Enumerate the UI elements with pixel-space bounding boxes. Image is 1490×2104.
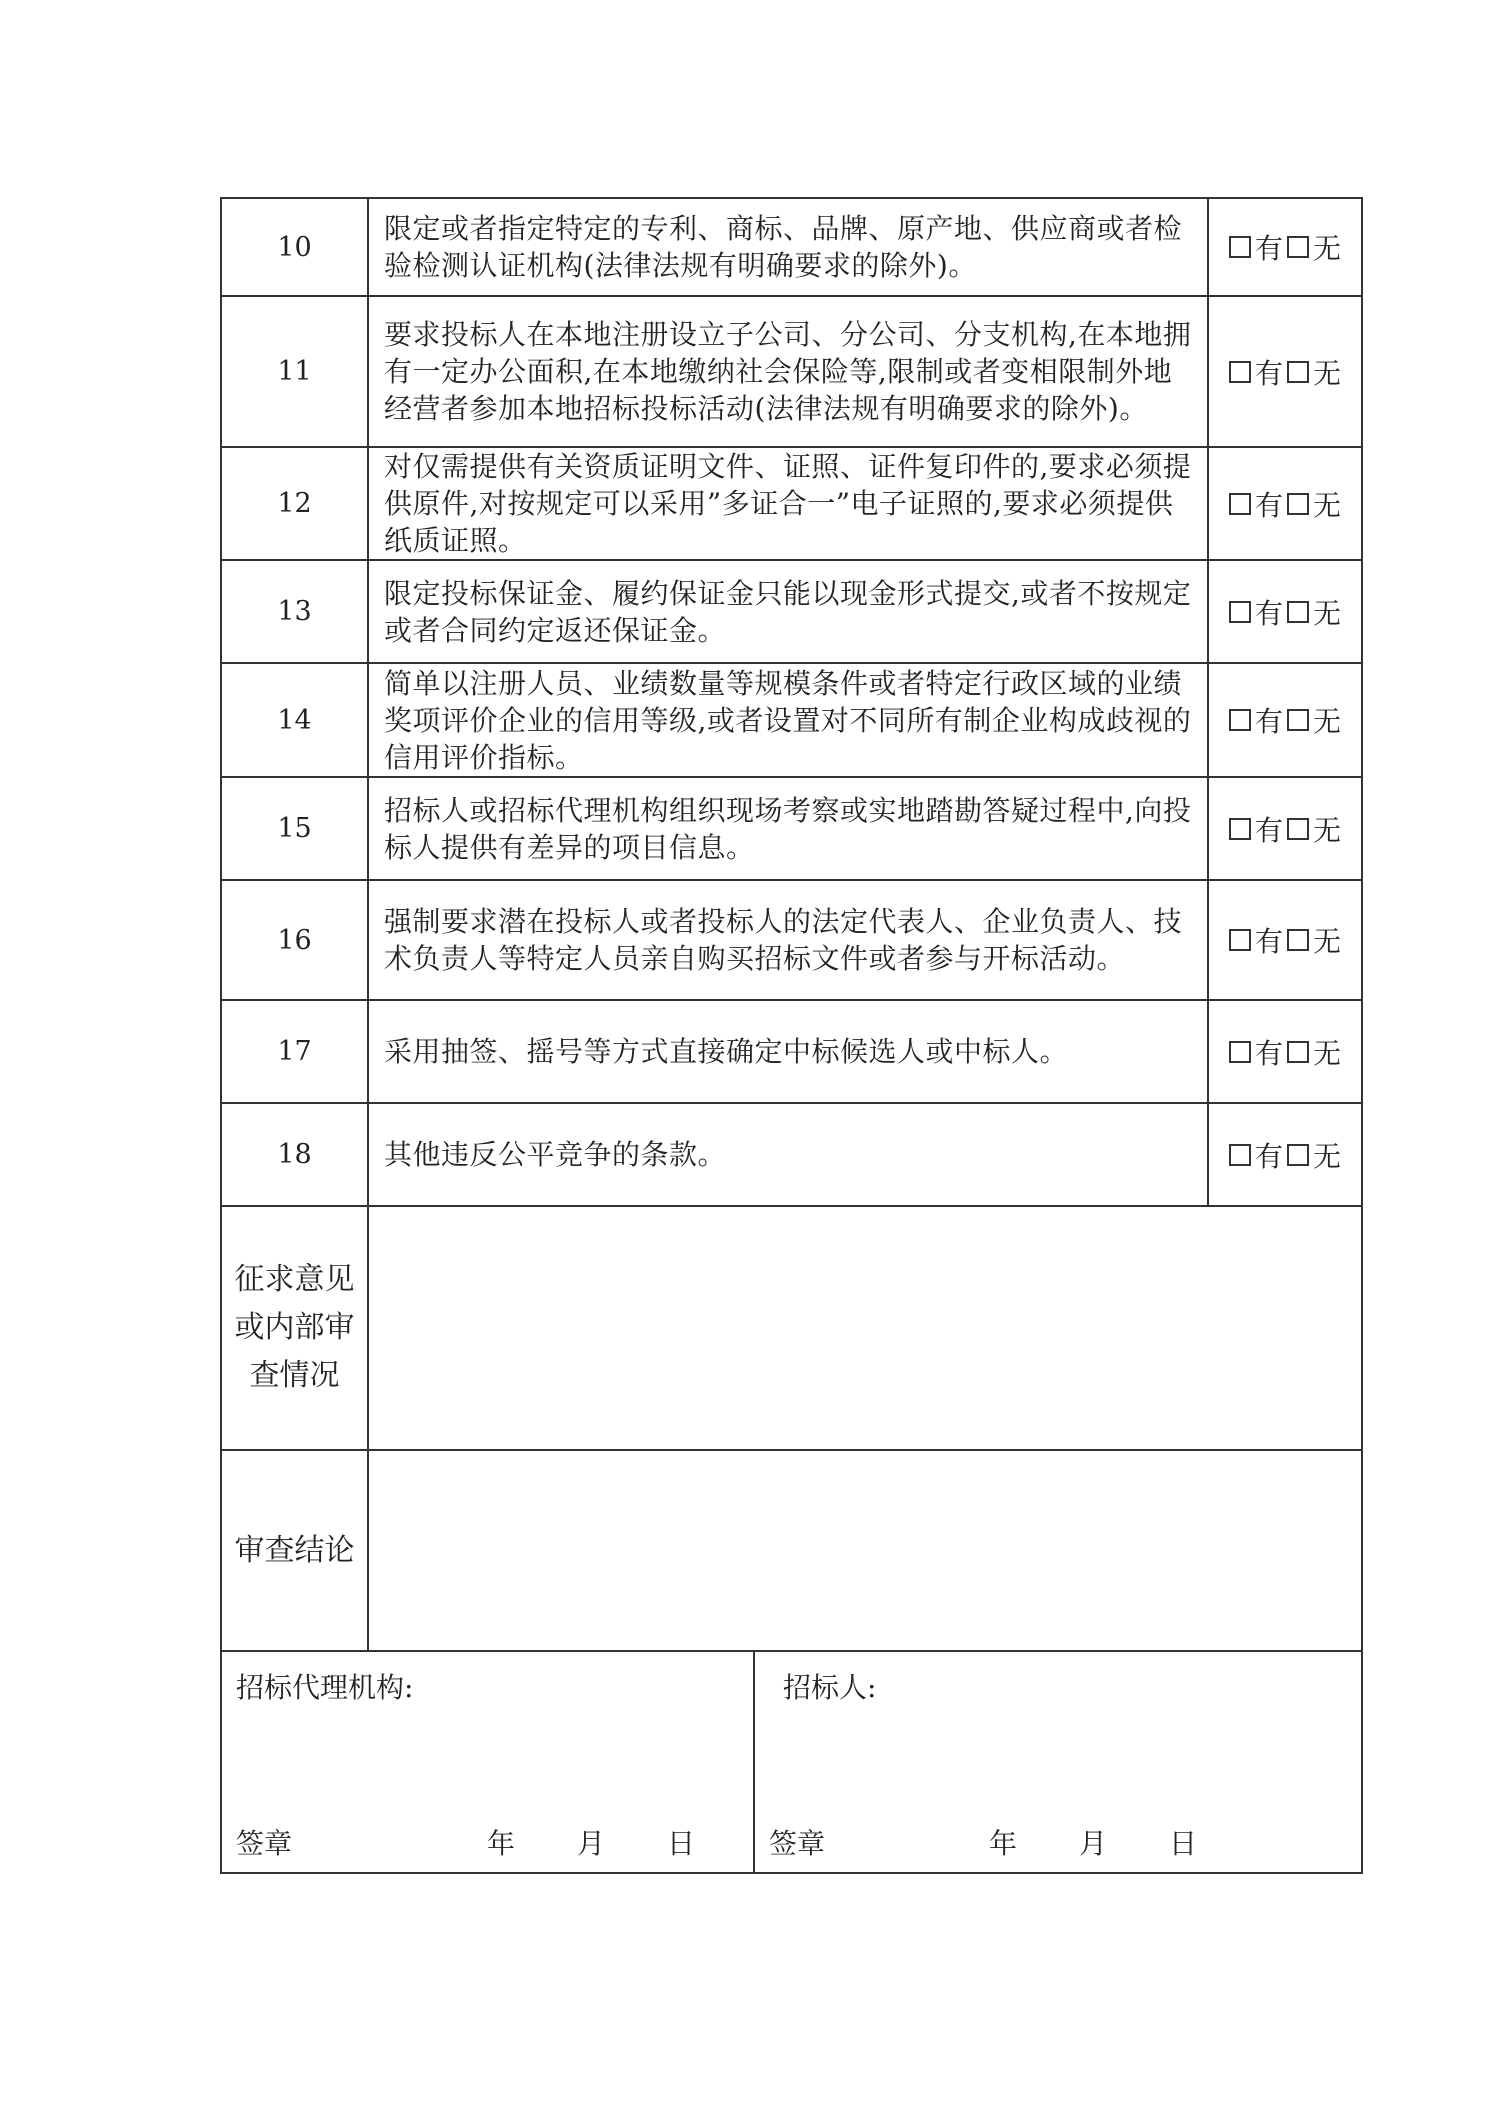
row-clause: 限定投标保证金、履约保证金只能以现金形式提交,或者不按规定或者合同约定返还保证金。: [369, 561, 1209, 662]
no-label: 无: [1313, 596, 1342, 630]
row-number: 16: [222, 881, 369, 999]
no-option[interactable]: [1287, 592, 1341, 632]
row-number: 17: [222, 1001, 369, 1102]
no-label: 无: [1313, 705, 1342, 738]
no-label: 无: [1313, 356, 1342, 390]
yes-no-checkbox-group[interactable]: [1209, 778, 1361, 879]
checkbox-icon[interactable]: [1229, 1041, 1251, 1063]
row-number: 12: [222, 448, 369, 559]
no-option[interactable]: [1287, 809, 1341, 849]
no-option[interactable]: [1287, 920, 1341, 960]
no-label: 无: [1313, 1139, 1342, 1173]
no-label: 无: [1313, 925, 1342, 958]
opinion-label: 征求意见或内部审查情况: [222, 1207, 369, 1449]
checkbox-icon[interactable]: [1287, 236, 1309, 258]
no-label: 无: [1313, 488, 1342, 522]
yes-label: 有: [1254, 232, 1283, 265]
yes-option[interactable]: [1229, 227, 1283, 267]
stamp-label: 签章: [236, 1827, 293, 1860]
checkbox-icon[interactable]: [1229, 709, 1251, 731]
checkbox-icon[interactable]: [1287, 601, 1309, 623]
yes-option[interactable]: [1229, 592, 1283, 632]
row-clause: 简单以注册人员、业绩数量等规模条件或者特定行政区域的业绩奖项评价企业的信用等级,或者设置对不同所有制企业构成歧视的信用评价指标。: [369, 664, 1209, 776]
no-option[interactable]: [1287, 484, 1341, 524]
row-number: 10: [222, 199, 369, 295]
row-clause: 其他违反公平竞争的条款。: [369, 1104, 1209, 1205]
no-option[interactable]: [1287, 1032, 1341, 1072]
checkbox-icon[interactable]: [1287, 1041, 1309, 1063]
tenderer-signature-block[interactable]: [755, 1652, 1361, 1872]
no-option[interactable]: [1287, 352, 1341, 392]
yes-label: 有: [1254, 596, 1283, 630]
yes-no-checkbox-group[interactable]: [1209, 881, 1361, 999]
row-number: 15: [222, 778, 369, 879]
checkbox-icon[interactable]: [1229, 493, 1251, 515]
no-label: 无: [1313, 1036, 1342, 1070]
yes-no-checkbox-group[interactable]: [1209, 664, 1361, 776]
yes-label: 有: [1254, 356, 1283, 390]
yes-option[interactable]: [1229, 700, 1283, 740]
no-option[interactable]: [1287, 700, 1341, 740]
checkbox-icon[interactable]: [1229, 929, 1251, 951]
yes-option[interactable]: [1229, 484, 1283, 524]
no-label: 无: [1313, 232, 1342, 265]
conclusion-field[interactable]: [369, 1451, 1361, 1650]
review-table: [220, 197, 1363, 1874]
checkbox-icon[interactable]: [1229, 1144, 1251, 1166]
month-label: 月: [577, 1827, 606, 1860]
day-label: 日: [667, 1827, 696, 1860]
yes-no-checkbox-group[interactable]: [1209, 1001, 1361, 1102]
yes-label: 有: [1254, 488, 1283, 522]
year-label: 年: [989, 1827, 1018, 1860]
table-row: [222, 561, 1361, 664]
yes-label: 有: [1254, 813, 1283, 847]
row-number: 14: [222, 664, 369, 776]
table-row: [222, 297, 1361, 448]
yes-option[interactable]: [1229, 1135, 1283, 1175]
table-row: [222, 664, 1361, 778]
yes-no-checkbox-group[interactable]: [1209, 561, 1361, 662]
tenderer-label: 招标人:: [783, 1671, 877, 1704]
month-label: 月: [1079, 1827, 1108, 1860]
no-label: 无: [1313, 813, 1342, 847]
yes-label: 有: [1254, 925, 1283, 958]
row-clause: 对仅需提供有关资质证明文件、证照、证件复印件的,要求必须提供原件,对按规定可以采用”多证合一”电子证照的,要求必须提供纸质证照。: [369, 448, 1209, 559]
yes-label: 有: [1254, 1036, 1283, 1070]
agency-signature-block[interactable]: [222, 1652, 755, 1872]
yes-option[interactable]: [1229, 920, 1283, 960]
table-row: [222, 881, 1361, 1001]
year-label: 年: [487, 1827, 516, 1860]
row-number: 13: [222, 561, 369, 662]
conclusion-row: [222, 1451, 1361, 1652]
yes-option[interactable]: [1229, 352, 1283, 392]
table-row: [222, 199, 1361, 297]
yes-no-checkbox-group[interactable]: [1209, 199, 1361, 295]
row-number: 11: [222, 297, 369, 446]
table-row: [222, 1001, 1361, 1104]
yes-label: 有: [1254, 1139, 1283, 1173]
opinion-row: [222, 1207, 1361, 1451]
yes-no-checkbox-group[interactable]: [1209, 448, 1361, 559]
checkbox-icon[interactable]: [1229, 601, 1251, 623]
row-clause: 强制要求潜在投标人或者投标人的法定代表人、企业负责人、技术负责人等特定人员亲自购买招标文件或者参与开标活动。: [369, 881, 1209, 999]
stamp-label: 签章: [769, 1827, 826, 1860]
conclusion-label: 审查结论: [222, 1451, 369, 1650]
signature-row: [222, 1652, 1361, 1872]
checkbox-icon[interactable]: [1287, 1144, 1309, 1166]
checkbox-icon[interactable]: [1287, 709, 1309, 731]
row-clause: 采用抽签、摇号等方式直接确定中标候选人或中标人。: [369, 1001, 1209, 1102]
checkbox-icon[interactable]: [1229, 361, 1251, 383]
no-option[interactable]: [1287, 227, 1341, 267]
yes-label: 有: [1254, 705, 1283, 738]
checkbox-icon[interactable]: [1287, 493, 1309, 515]
agency-label: 招标代理机构:: [236, 1671, 414, 1704]
checkbox-icon[interactable]: [1287, 818, 1309, 840]
table-row: [222, 1104, 1361, 1207]
yes-option[interactable]: [1229, 1032, 1283, 1072]
checkbox-icon[interactable]: [1229, 818, 1251, 840]
opinion-field[interactable]: [369, 1207, 1361, 1449]
yes-no-checkbox-group[interactable]: [1209, 1104, 1361, 1205]
day-label: 日: [1169, 1827, 1198, 1860]
no-option[interactable]: [1287, 1135, 1341, 1175]
checkbox-icon[interactable]: [1287, 929, 1309, 951]
table-row: [222, 448, 1361, 561]
row-clause: 要求投标人在本地注册设立子公司、分公司、分支机构,在本地拥有一定办公面积,在本地缴纳社会保险等,限制或者变相限制外地经营者参加本地招标投标活动(法律法规有明确要求的除外)。: [369, 297, 1209, 446]
row-clause: 限定或者指定特定的专利、商标、品牌、原产地、供应商或者检验检测认证机构(法律法规有明确要求的除外)。: [369, 199, 1209, 295]
row-number: 18: [222, 1104, 369, 1205]
checkbox-icon[interactable]: [1287, 361, 1309, 383]
checkbox-icon[interactable]: [1229, 236, 1251, 258]
row-clause: 招标人或招标代理机构组织现场考察或实地踏勘答疑过程中,向投标人提供有差异的项目信息。: [369, 778, 1209, 879]
table-row: [222, 778, 1361, 881]
yes-no-checkbox-group[interactable]: [1209, 297, 1361, 446]
yes-option[interactable]: [1229, 809, 1283, 849]
